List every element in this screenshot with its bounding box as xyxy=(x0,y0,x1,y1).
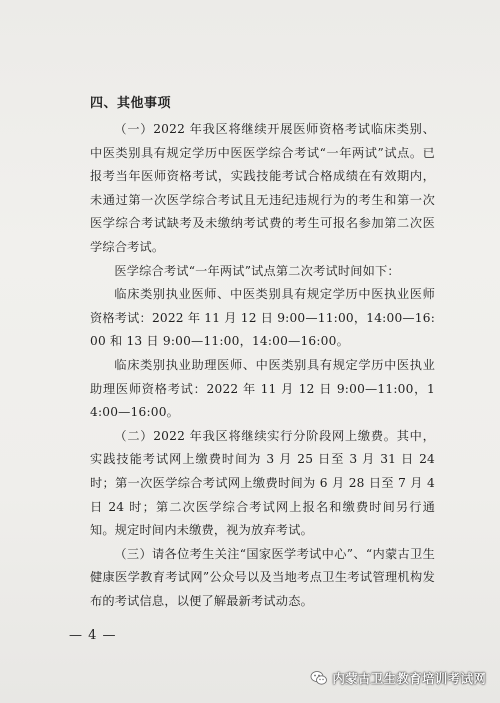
document-body xyxy=(90,94,435,613)
watermark-text: 内蒙古卫生教育培训考试网 xyxy=(332,671,486,686)
paragraph-physician-exam-time: 临床类别执业医师、中医类别具有规定学历中医执业医师资格考试：2022 年 11 月 12 日 9:00—11:00，14:00—16:00 和 13 日 9:00—11:00，14:00—16:00。 xyxy=(90,287,435,349)
source-watermark xyxy=(310,669,486,687)
paragraph-item-2: （二）2022 年我区将继续实行分阶段网上缴费。其中，实践技能考试网上缴费时间为 3 月 25 日至 3 月 31 日 24 时；第一次医学综合考试网上缴费时间为 6 月 28 日至 7 月 4 日 24 时；第二次医学综合考试网上报名和缴费时间另行通知。规定时间内未缴费，视为放弃考试。 xyxy=(90,428,435,538)
page-number: — 4 — xyxy=(69,628,117,643)
paragraph-exam-schedule-intro: 医学综合考试“一年两试”试点第二次考试时间如下： xyxy=(114,263,400,278)
paragraph-item-1: （一）2022 年我区将继续开展医师资格考试临床类别、中医类别具有规定学历中医医学综合考试“一年两试”试点。已报考当年医师资格考试，实践技能考试合格成绩在有效期内，未通过第一次医学综合考试且无违纪违规行为的考生和第一次医学综合考试缺考及未缴纳考试费的考生可报名参加第二次医学综合考试。 xyxy=(90,122,435,254)
paragraph-assistant-exam-time: 临床类别执业助理医师、中医类别具有规定学历中医执业助理医师资格考试：2022 年 11 月 12 日 9:00—11:00，14:00—16:00。 xyxy=(90,357,435,420)
paragraph-item-3: （三）请各位考生关注“国家医学考试中心”、“内蒙古卫生健康医学教育考试网”公众号以及当地考点卫生考试管理机构发布的考试信息，以便了解最新考试动态。 xyxy=(90,546,435,608)
wechat-icon xyxy=(310,669,328,687)
section-heading: 四、其他事项 xyxy=(90,96,172,111)
